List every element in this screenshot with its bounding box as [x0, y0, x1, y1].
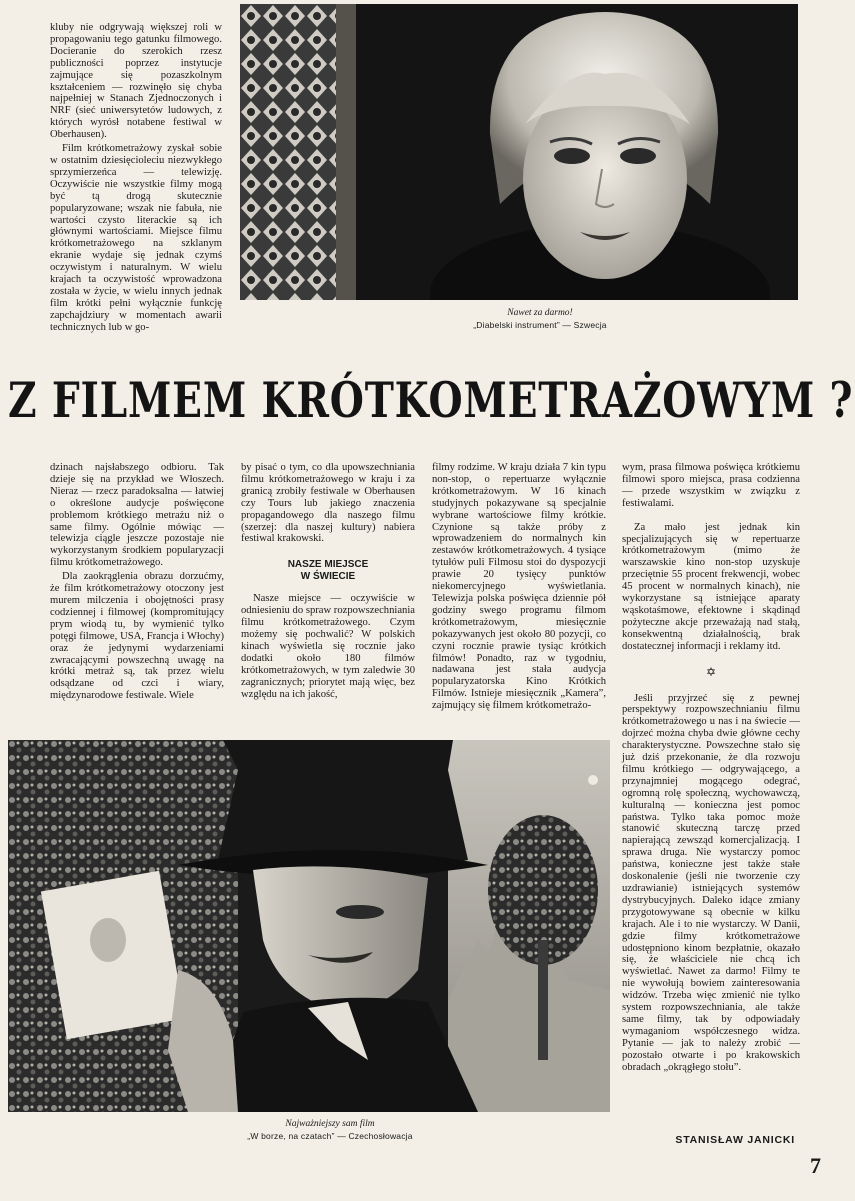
top-photo-woman	[240, 4, 798, 300]
intro-paragraph-2: Film krótkometrażowy zyskał sobie w ostatnim dziesięcioleciu niezwykłego sprzymierzeńca — telewizję. Oczywiście nie wszystkie filmy mogą być tą drogą skutecznie popularyzowane; wszak nie fabuła, nie wartości czysto literackie są ich głównymi wartościami. Miejsce filmu krótkometrażowego na szklanym ekranie wydaje się jednak czymś oczywistym i naturalnym. W wielu krajach ta oczywistość wprowadzona została w życie, w wielu innych jednak film krótki pełni wyłącznie funkcję zapchajdziury w momentach awarii technicznych lub w go-	[50, 143, 222, 333]
bottom-caption-title: Najważniejszy sam film	[285, 1119, 375, 1129]
bottom-photo-illustration	[8, 740, 610, 1112]
column-2	[241, 462, 415, 701]
column-1-paragraph-2: Dla zaokrąglenia obrazu dorzućmy, że film krótkometrażowy otoczony jest murem milczenia i obojętności prasy codziennej i filmowej (kompromitujący prym wiodą tu, by wymienić tylko potęgi filmowe, USA, Francja i Włochy) oraz że jedynymi wydarzeniami zwracającymi powszechną uwagę na krótki metraż są, tak przez wielu odsądzane od czci i wiary, międzynarodowe festiwale. Wiele	[50, 571, 224, 702]
column-4-paragraph-2: Za mało jest jednak kin specjalizujących się w repertuarze krótkometrażowym (mimo że warszawskie kino non-stop uzyskuje przeciętnie 55 procent frekwencji, wobec 45 procent w normalnych kinach), nie wykorzystane są istniejące aparaty wąskotaśmowe, efektowne i skądinąd pożyteczne akcje przeważają nad stałą, konsekwentną działalnością, brak dostatecznej informacji i reklamy itd.	[622, 521, 800, 652]
column-4-paragraph-3: Jeśli przyjrzeć się z pewnej perspektywy rozpowszechnianiu filmu krótkometrażowego u nas i na świecie — dojrzeć można chyba dwie główne cechy charakterystyczne. Powszechne stało się już dziś przekonanie, że dla rozwoju filmu krótkiego — odgrywającego, a przynajmniej mogącego odegrać, ogromną rolę społeczną, wychowawczą, kulturalną — konieczna jest pomoc państwa. Tylko taka pomoc może stanowić skuteczną tarczę przed napierającą zewsząd komercjalizacją. I sprawa druga. Nie wystarczy pomoc państwa, konieczne jest także stałe doskonalenie (jeśli nie tworzenie czy uzdrawianie) istniejących systemów dystrybucyjnych. Daleko idące zmiany przygotowywane są obecnie w kilku krajach. Ale i to nie wystarczy. W Danii, gdzie filmy krótkometrażowe udostępniono kinom bezpłatnie, okazało się, że właściciele nie chcą ich wyświetlać. Nawet za darmo! Filmy te nie wywołują bowiem zainteresowania widzów. Trzeba więc zmienić nie tylko system rozpowszechniania, ale także same filmy, tak by odpowiadały wymaganiom współczesnego widza. Pytanie — jak to należy zrobić — pozostało otwarte i po krakowskich obradach „okrągłego stołu”.	[622, 692, 800, 1073]
subhead-line-2: W ŚWIECIE	[300, 571, 356, 583]
intro-column	[50, 22, 222, 334]
subhead-nasze-miejsce	[241, 559, 415, 583]
author-signature: STANISŁAW JANICKI	[675, 1134, 795, 1146]
top-caption-title: Nawet za darmo!	[507, 308, 573, 318]
top-photo-illustration	[240, 4, 798, 300]
column-3-paragraph-1: filmy rodzime. W kraju działa 7 kin typu non-stop, o repertuarze wyłącznie krótkometrażowym. W 16 kinach studyjnych pokazywane są specjalnie wybrane wartościowe filmy krótkie. Czynione są także próby z wprowadzeniem do normalnych kin zestawów krótkometrażowych. 4 tysiące tytułów puli Filmosu stoi do dyspozycji prawie 20 tysięcy punktów niekomercyjnego wyświetlania. Telewizja polska poświęca dziennie pół godziny swego programu filmom krótkometrażowym, miesięcznie pokazywanych jest około 80 pozycji, co czyni rocznie prawie tysiąc krótkich filmów! Ponadto, raz w tygodniu, nadawana jest stała audycja popularyzatorska Kino Krótkich Filmów. Istnieje miesięcznik „Kamera”, zajmujący się filmem krótkometrażo-	[432, 462, 606, 712]
bottom-photo-man-in-hat	[8, 740, 610, 1112]
top-caption-film: „Diabelski instrument” — Szwecja	[473, 320, 607, 330]
column-4	[622, 462, 800, 1074]
intro-paragraph-1: kluby nie odgrywają większej roli w propagowaniu tego gatunku filmowego. Docieranie do szerokich rzesz publiczności poprzez instytucje zajmujące się pozaszkolnym kształceniem — rozwinęło się chyba najpełniej w Stanach Zjednoczonych i NRF (sieć uniwersytetów ludowych, z których wyrósł notabene festiwal w Oberhausen).	[50, 22, 222, 141]
page-number: 7	[810, 1153, 821, 1178]
bottom-photo-caption	[210, 1118, 450, 1142]
column-2-paragraph-2: Nasze miejsce — oczywiście w odniesieniu do spraw rozpowszechniania filmu krótkometrażowego. Czym możemy się pochwalić? W polskich kinach wyświetla się rocznie jako dodatki około 180 filmów krótkometrażowych, w tym zaledwie 30 zagranicznych; priorytet mają więc, bez względu na ich jakość,	[241, 593, 415, 700]
column-3	[432, 462, 606, 712]
column-1-paragraph-1: dzinach najsłabszego odbioru. Tak dzieje się na przykład we Włoszech. Nieraz — rzecz paradoksalna — łatwiej o określone audycje poświęcone problemom krótkiego metrażu niż o same filmy. Ogólnie mówiąc — telewizja ciągle jeszcze pozostaje nie wykorzystanym środkiem popularyzacji filmu krótkometrażowego.	[50, 462, 224, 569]
star-divider-icon: ✡	[705, 664, 717, 679]
top-photo-caption	[420, 307, 660, 331]
column-4-paragraph-1: wym, prasa filmowa poświęca krótkiemu filmowi sporo miejsca, prasa codzienna — przede wszystkim w związku z festiwalami.	[622, 462, 800, 509]
column-1	[50, 462, 224, 702]
headline: Z FILMEM KRÓTKOMETRAŻOWYM ?	[8, 371, 854, 429]
subhead-line-1: NASZE MIEJSCE	[287, 559, 369, 571]
column-2-paragraph-1: by pisać o tym, co dla upowszechniania filmu krótkometrażowego w kraju i za granicą zrobiły festiwale w Oberhausen czy Tours lub jakiego znaczenia propagandowego dla naszego filmu (szerzej: dla naszej kultury) nabiera festiwal krakowski.	[241, 462, 415, 545]
bottom-caption-film: „W borze, na czatach” — Czechosłowacja	[247, 1131, 413, 1141]
